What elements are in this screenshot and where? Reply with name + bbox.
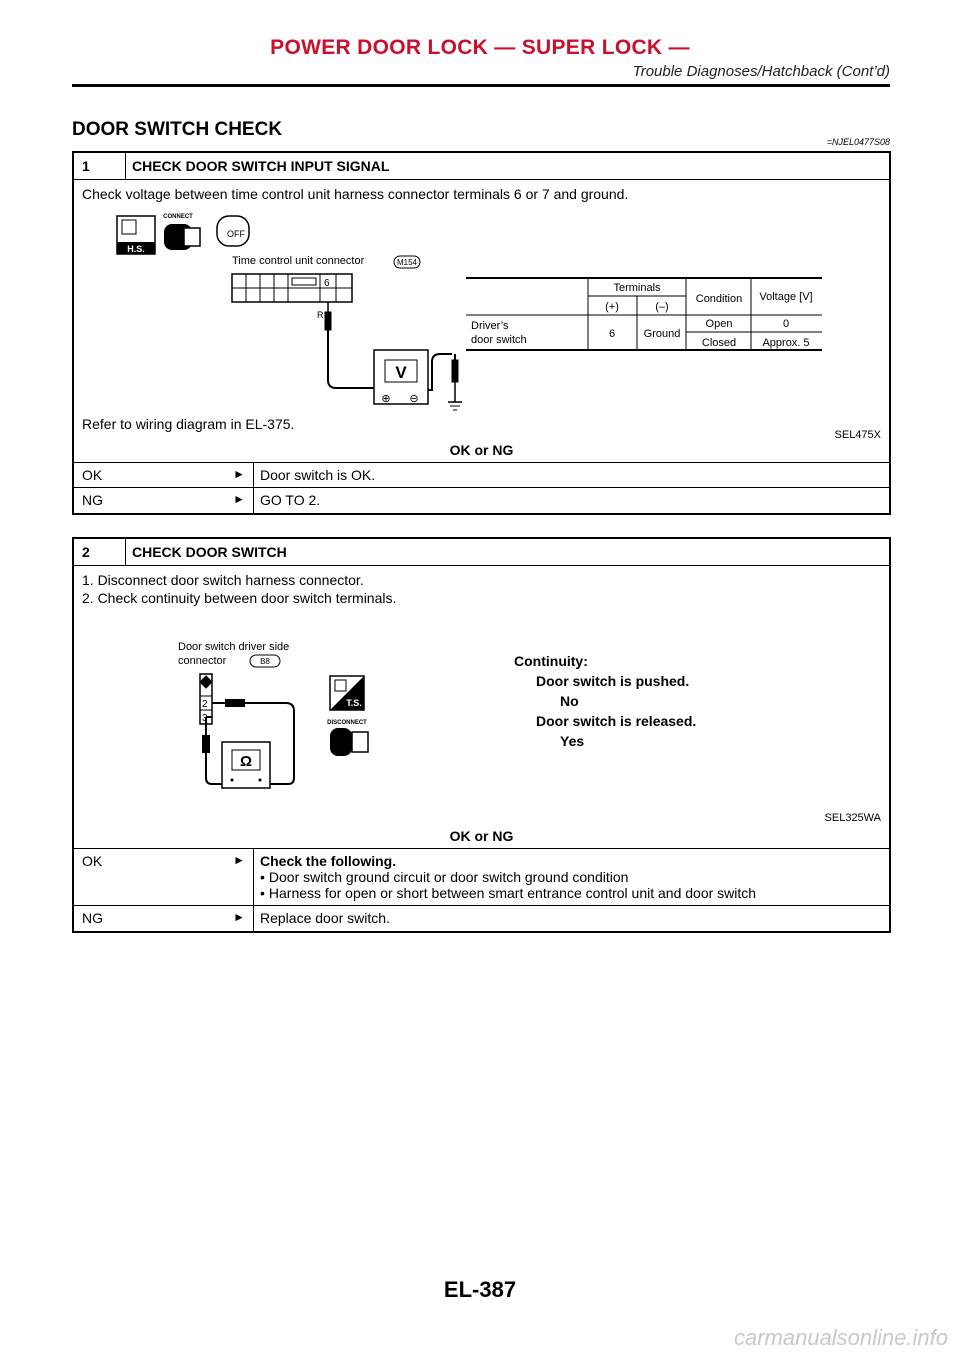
result-label: NG: [82, 910, 103, 926]
svg-text:Terminals: Terminals: [613, 282, 661, 294]
section-reference-code: =NJEL0477S08: [826, 137, 890, 147]
step-2-line-1: 1. Disconnect door switch harness connector.: [82, 572, 364, 588]
plus-terminal-icon: ⊕: [381, 393, 391, 405]
check-item: Door switch ground circuit or door switch ground condition: [268, 869, 629, 885]
svg-text:(+): (+): [605, 301, 619, 313]
pin-6-label: 6: [324, 278, 330, 289]
page-header-subtitle: Trouble Diagnoses/Hatchback (Cont’d): [632, 63, 890, 80]
voltmeter-symbol: V: [395, 363, 407, 382]
svg-text:Closed: Closed: [701, 337, 737, 349]
ohm-symbol: Ω: [239, 753, 253, 770]
connector-label: Time control unit connector: [232, 255, 365, 267]
check-following-title: Check the following.: [260, 853, 397, 869]
hs-icon: [117, 216, 155, 254]
step-1-title: CHECK DOOR SWITCH INPUT SIGNAL: [132, 158, 390, 174]
result-label: NG: [82, 492, 103, 508]
svg-text:T.S.: T.S.: [346, 698, 362, 708]
svg-text:(–): (–): [655, 301, 669, 313]
result-row-ok: [74, 463, 889, 488]
result-row-ng: [74, 488, 889, 513]
connector-label-line-1: Door switch driver side: [178, 641, 290, 653]
voltage-check-diagram: [74, 210, 893, 425]
step-2-body: [74, 566, 889, 849]
svg-text:6: 6: [608, 328, 616, 340]
step-1-body: [74, 180, 889, 463]
figure-code: SEL475X: [834, 429, 881, 441]
positive-probe-wire: [325, 302, 374, 388]
result-row-ng: [74, 906, 889, 931]
voltage-spec-table: [466, 278, 822, 350]
step-2-header: [74, 539, 889, 566]
page-header-title: POWER DOOR LOCK — SUPER LOCK —: [270, 36, 690, 59]
step-1-box: [72, 151, 891, 515]
svg-text:Open: Open: [705, 318, 733, 330]
svg-text:Voltage [V]: Voltage [V]: [759, 291, 813, 303]
page-number: EL-387: [443, 1277, 517, 1302]
svg-text:DISCONNECT: DISCONNECT: [327, 720, 367, 726]
figure-code: SEL325WA: [824, 812, 881, 824]
svg-text:Condition: Condition: [695, 293, 743, 305]
ground-probe-wire: [428, 354, 462, 410]
continuity-check-diagram: [74, 618, 893, 818]
ignition-off-icon: [217, 216, 249, 246]
svg-text:OFF: OFF: [227, 229, 245, 239]
svg-text:CONNECT: CONNECT: [163, 214, 193, 220]
result-yes: Yes: [560, 733, 585, 749]
svg-text:Approx. 5: Approx. 5: [762, 337, 810, 349]
arrow-right-icon: ►: [233, 492, 245, 506]
bullet-icon: •: [260, 869, 265, 885]
result-text: Door switch is OK.: [260, 467, 376, 483]
ohmmeter: [222, 742, 270, 788]
svg-text:Driver’s: Driver’s: [471, 320, 509, 332]
step-2-title: CHECK DOOR SWITCH: [132, 544, 287, 560]
minus-terminal-icon: ⊖: [409, 393, 419, 405]
step-1-instruction: Check voltage between time control unit harness connector terminals 6 or 7 and ground.: [82, 186, 629, 202]
step-2-box: [72, 537, 891, 933]
connector-label-line-2: connector: [178, 655, 227, 667]
step-1-number: 1: [74, 153, 126, 179]
step-2-number: 2: [74, 539, 126, 565]
ts-icon: [330, 676, 364, 710]
result-row-ok: [74, 849, 889, 906]
arrow-right-icon: ►: [233, 467, 245, 481]
continuity-spec: [514, 653, 696, 749]
result-text: Replace door switch.: [260, 910, 390, 926]
result-label: OK: [82, 467, 103, 483]
condition-released: Door switch is released.: [536, 713, 697, 729]
wire-color-label: R: [317, 310, 324, 320]
arrow-right-icon: ►: [233, 853, 245, 867]
check-item: Harness for open or short between smart entrance control unit and door switch: [268, 885, 757, 901]
arrow-right-icon: ►: [233, 910, 245, 924]
voltmeter: [374, 350, 428, 405]
condition-pushed: Door switch is pushed.: [536, 673, 690, 689]
connect-icon: [163, 214, 200, 250]
connector-id: M154: [396, 258, 418, 267]
result-text: GO TO 2.: [260, 492, 321, 508]
svg-text:Ground: Ground: [643, 328, 681, 340]
wiring-diagram-reference: Refer to wiring diagram in EL-375.: [82, 416, 295, 432]
svg-text:door switch: door switch: [471, 334, 527, 346]
pin-2-label: 2: [202, 699, 208, 710]
ok-or-ng-label: OK or NG: [449, 442, 514, 458]
watermark: carmanualsonline.info: [733, 1325, 948, 1350]
connector-face: [232, 274, 352, 302]
pin-3-label: 3: [202, 713, 208, 724]
step-1-header: [74, 153, 889, 180]
result-no: No: [560, 693, 579, 709]
header-divider: [72, 84, 890, 87]
disconnect-icon: [327, 720, 368, 756]
connector-id: B8: [260, 657, 270, 666]
result-label: OK: [82, 853, 103, 869]
bullet-icon: •: [260, 885, 265, 901]
svg-text:0: 0: [782, 318, 790, 330]
step-2-line-2: 2. Check continuity between door switch terminals.: [82, 590, 397, 606]
ok-or-ng-label: OK or NG: [449, 828, 514, 844]
continuity-heading: Continuity:: [514, 653, 588, 669]
svg-text:H.S.: H.S.: [127, 244, 145, 254]
section-title: DOOR SWITCH CHECK: [72, 119, 283, 140]
